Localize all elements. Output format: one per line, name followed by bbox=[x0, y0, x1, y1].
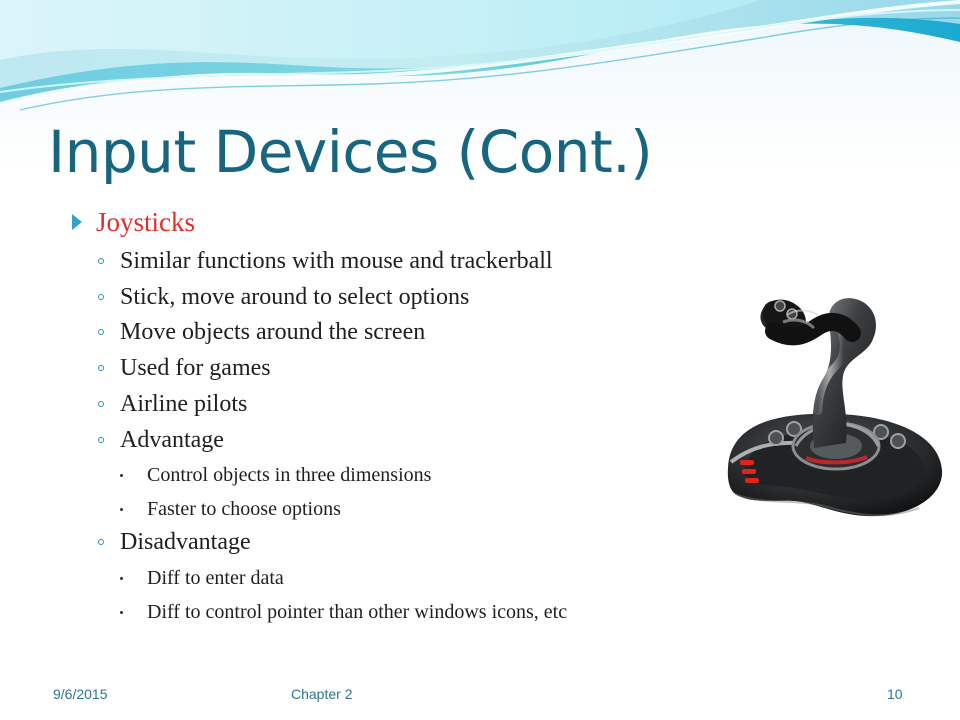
dot-bullet-icon bbox=[120, 508, 123, 511]
sub-bullet-faster-options bbox=[118, 497, 341, 521]
dot-bullet-icon bbox=[120, 577, 123, 580]
circle-bullet-icon bbox=[98, 329, 104, 335]
main-bullet-label: Joysticks bbox=[96, 206, 196, 237]
dot-bullet-icon bbox=[120, 611, 123, 614]
circle-bullet-icon bbox=[98, 258, 104, 264]
bullet-text: Advantage bbox=[120, 426, 224, 453]
circle-bullet-icon bbox=[98, 294, 104, 300]
sub-bullet-enter-data bbox=[118, 566, 284, 590]
sub-bullet-text: Control objects in three dimensions bbox=[147, 463, 432, 486]
bullet-similar-functions bbox=[98, 246, 553, 276]
bullet-text: Move objects around the screen bbox=[120, 318, 426, 345]
circle-bullet-icon bbox=[98, 365, 104, 371]
bullet-stick-options bbox=[98, 282, 469, 312]
main-bullet-joysticks bbox=[72, 204, 195, 240]
triangle-bullet-icon bbox=[72, 214, 82, 230]
bullet-text: Used for games bbox=[120, 354, 271, 381]
bullet-used-for-games bbox=[98, 353, 271, 383]
wave-header-decoration bbox=[0, 0, 960, 120]
circle-bullet-icon bbox=[98, 539, 104, 545]
footer-page-number: 10 bbox=[887, 686, 903, 702]
dot-bullet-icon bbox=[120, 474, 123, 477]
circle-bullet-icon bbox=[98, 437, 104, 443]
bullet-airline-pilots bbox=[98, 389, 247, 419]
sub-bullet-text: Diff to control pointer than other windows icons, etc bbox=[147, 600, 568, 623]
sub-bullet-text: Diff to enter data bbox=[147, 566, 284, 589]
bullet-disadvantage bbox=[98, 527, 251, 557]
sub-bullet-text: Faster to choose options bbox=[147, 497, 341, 520]
bullet-text: Similar functions with mouse and trackerball bbox=[120, 247, 553, 274]
bullet-move-objects bbox=[98, 317, 425, 347]
bullet-text: Airline pilots bbox=[120, 390, 248, 417]
bullet-text: Disadvantage bbox=[120, 528, 251, 555]
sub-bullet-three-dimensions bbox=[118, 463, 431, 487]
bullet-advantage bbox=[98, 425, 224, 455]
circle-bullet-icon bbox=[98, 401, 104, 407]
footer-date: 9/6/2015 bbox=[53, 686, 108, 702]
joystick-image bbox=[720, 292, 950, 542]
bullet-text: Stick, move around to select options bbox=[120, 283, 470, 310]
sub-bullet-control-pointer bbox=[118, 600, 567, 624]
footer-chapter: Chapter 2 bbox=[291, 686, 353, 702]
slide-title: Input Devices (Cont.) bbox=[48, 118, 653, 186]
